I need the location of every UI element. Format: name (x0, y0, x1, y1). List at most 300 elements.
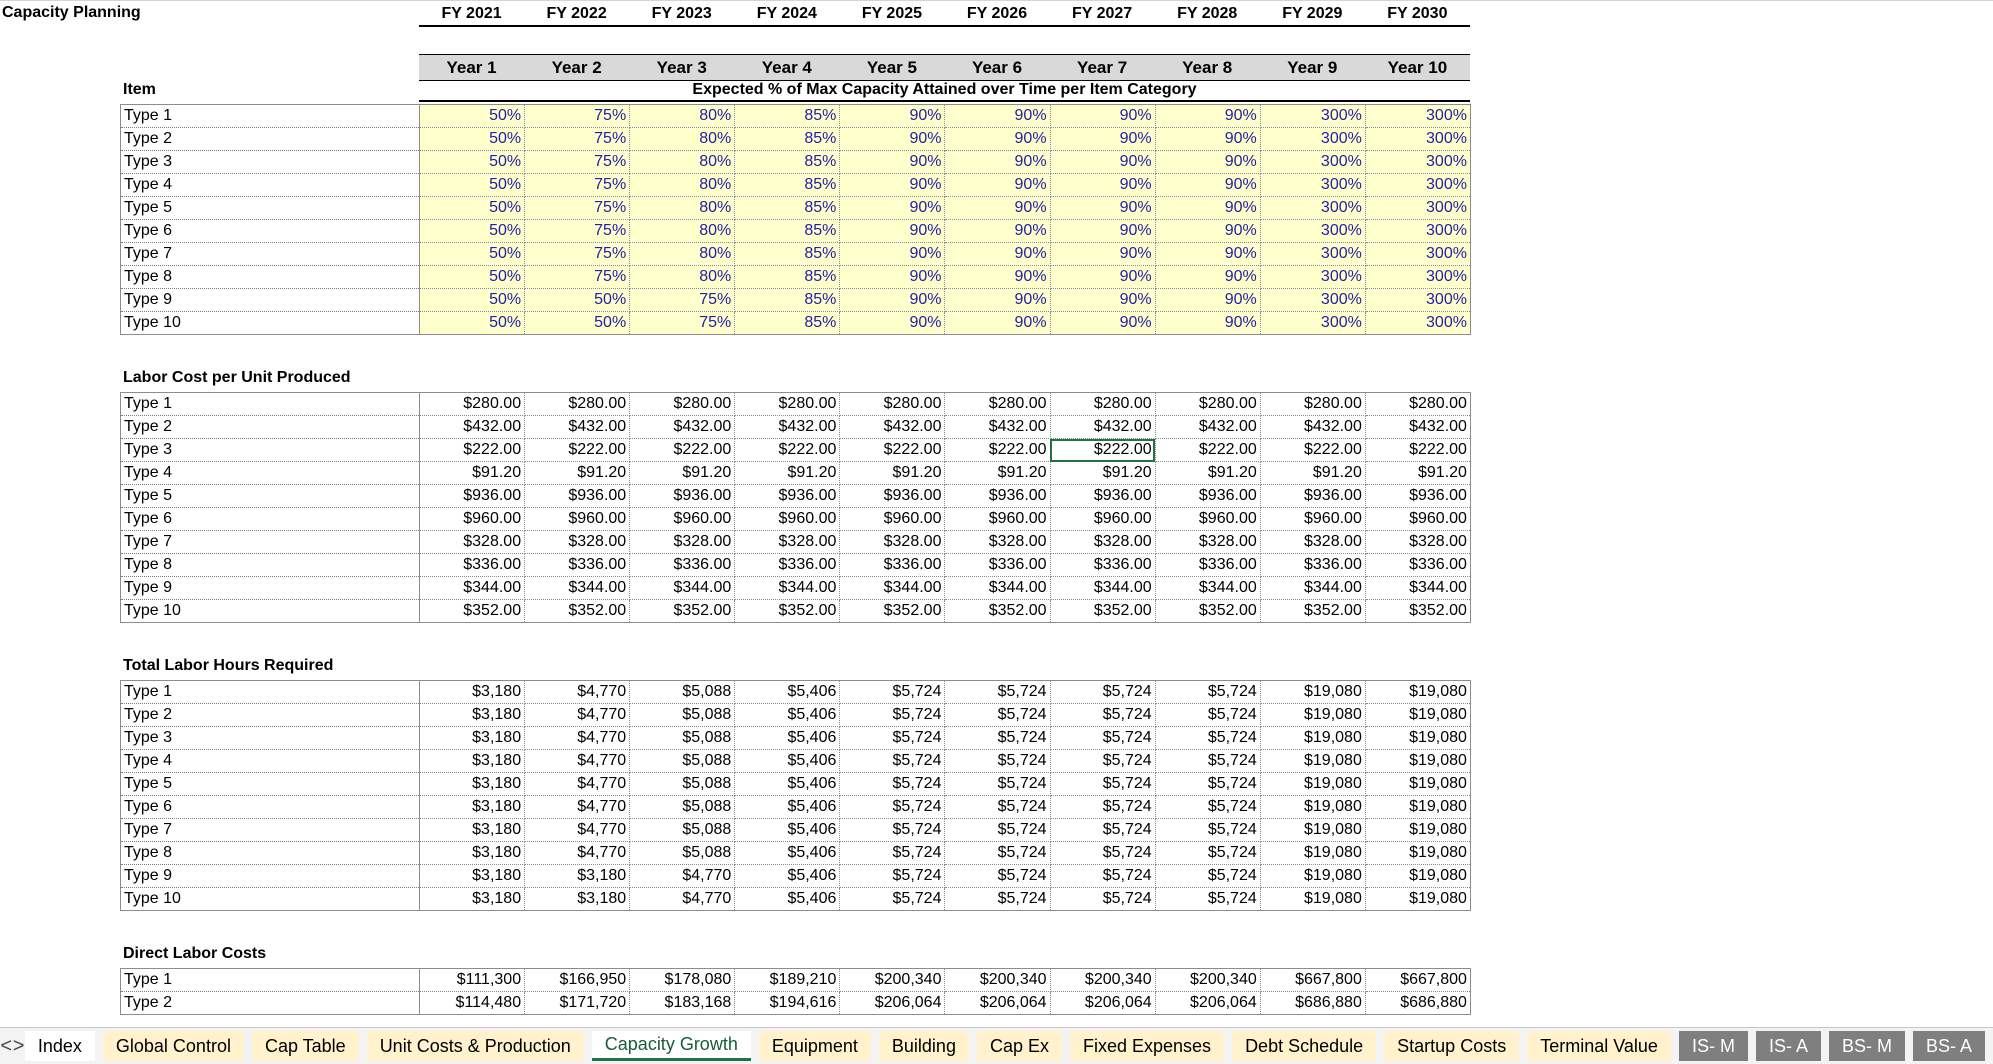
value-cell[interactable]: $5,406 (735, 888, 840, 911)
value-cell[interactable]: 80% (630, 151, 735, 174)
value-cell[interactable]: $222.00 (420, 439, 525, 462)
row-label-cell[interactable]: Type 4 (121, 750, 420, 773)
fiscal-year-header[interactable]: FY 2029 (1282, 5, 1343, 22)
value-cell[interactable]: $222.00 (525, 439, 630, 462)
value-cell[interactable]: $5,724 (1050, 773, 1155, 796)
value-cell[interactable]: 50% (420, 266, 525, 289)
value-cell[interactable]: $5,088 (630, 750, 735, 773)
value-cell[interactable]: $5,088 (630, 681, 735, 704)
value-cell[interactable]: $5,724 (1155, 842, 1260, 865)
fiscal-year-header[interactable]: FY 2024 (756, 5, 817, 22)
value-cell[interactable]: $91.20 (630, 462, 735, 485)
value-cell[interactable]: $222.00 (1260, 439, 1365, 462)
value-cell[interactable]: 85% (735, 289, 840, 312)
value-cell[interactable]: $344.00 (1050, 577, 1155, 600)
value-cell[interactable]: $5,088 (630, 819, 735, 842)
value-cell[interactable]: $5,724 (1050, 842, 1155, 865)
value-cell[interactable]: $19,080 (1365, 704, 1470, 727)
value-cell[interactable]: $328.00 (1260, 531, 1365, 554)
value-cell[interactable]: 90% (1050, 266, 1155, 289)
value-cell[interactable]: $91.20 (1260, 462, 1365, 485)
value-cell[interactable]: $432.00 (840, 416, 945, 439)
value-cell[interactable]: $4,770 (525, 796, 630, 819)
value-cell[interactable]: $328.00 (525, 531, 630, 554)
value-cell[interactable]: $5,724 (1050, 704, 1155, 727)
value-cell[interactable]: 90% (1155, 220, 1260, 243)
value-cell[interactable]: 90% (1050, 289, 1155, 312)
value-cell[interactable]: 90% (1155, 266, 1260, 289)
value-cell[interactable]: $352.00 (1050, 600, 1155, 623)
value-cell[interactable]: 90% (1050, 243, 1155, 266)
fiscal-year-header[interactable]: FY 2030 (1387, 5, 1448, 22)
value-cell[interactable]: $352.00 (630, 600, 735, 623)
row-label-cell[interactable]: Type 4 (121, 462, 420, 485)
value-cell[interactable]: 90% (1155, 243, 1260, 266)
selected-cell[interactable]: $222.00 (1050, 439, 1155, 462)
value-cell[interactable]: $5,406 (735, 865, 840, 888)
value-cell[interactable]: $960.00 (840, 508, 945, 531)
value-cell[interactable]: $4,770 (525, 704, 630, 727)
value-cell[interactable]: $5,724 (1050, 727, 1155, 750)
value-cell[interactable]: 300% (1365, 220, 1470, 243)
value-cell[interactable]: $667,800 (1260, 969, 1365, 992)
value-cell[interactable]: $19,080 (1260, 773, 1365, 796)
value-cell[interactable]: 80% (630, 197, 735, 220)
value-cell[interactable]: 75% (525, 220, 630, 243)
value-cell[interactable]: $19,080 (1260, 865, 1365, 888)
value-cell[interactable]: $960.00 (525, 508, 630, 531)
value-cell[interactable]: $5,406 (735, 704, 840, 727)
value-cell[interactable]: $352.00 (735, 600, 840, 623)
row-label-cell[interactable]: Type 6 (121, 796, 420, 819)
value-cell[interactable]: $328.00 (945, 531, 1050, 554)
value-cell[interactable]: $5,724 (840, 704, 945, 727)
value-cell[interactable]: $336.00 (630, 554, 735, 577)
value-cell[interactable]: $352.00 (1365, 600, 1470, 623)
value-cell[interactable]: $936.00 (630, 485, 735, 508)
value-cell[interactable]: $344.00 (1260, 577, 1365, 600)
value-cell[interactable]: $5,088 (630, 842, 735, 865)
value-cell[interactable]: 50% (420, 151, 525, 174)
value-cell[interactable]: $19,080 (1260, 796, 1365, 819)
value-cell[interactable]: $432.00 (1155, 416, 1260, 439)
row-label-cell[interactable]: Type 8 (121, 842, 420, 865)
value-cell[interactable]: $328.00 (735, 531, 840, 554)
fiscal-year-header[interactable]: FY 2028 (1177, 5, 1238, 22)
value-cell[interactable]: $280.00 (1050, 393, 1155, 416)
value-cell[interactable]: 90% (1155, 151, 1260, 174)
row-label-cell[interactable]: Type 9 (121, 289, 420, 312)
value-cell[interactable]: $336.00 (840, 554, 945, 577)
value-cell[interactable]: $3,180 (420, 704, 525, 727)
row-label-cell[interactable]: Type 5 (121, 485, 420, 508)
value-cell[interactable]: $19,080 (1260, 819, 1365, 842)
value-cell[interactable]: $5,724 (1050, 819, 1155, 842)
value-cell[interactable]: $4,770 (525, 819, 630, 842)
value-cell[interactable]: $91.20 (1155, 462, 1260, 485)
value-cell[interactable]: 85% (735, 105, 840, 128)
row-label-cell[interactable]: Type 3 (121, 439, 420, 462)
value-cell[interactable]: 80% (630, 220, 735, 243)
tab-sheet[interactable]: Index (25, 1031, 95, 1061)
value-cell[interactable]: 80% (630, 128, 735, 151)
value-cell[interactable]: $194,616 (735, 992, 840, 1015)
value-cell[interactable]: $5,406 (735, 681, 840, 704)
value-cell[interactable]: 90% (945, 197, 1050, 220)
value-cell[interactable]: $432.00 (420, 416, 525, 439)
value-cell[interactable]: 75% (525, 151, 630, 174)
tab-sheet[interactable]: BS- A (1913, 1031, 1985, 1061)
value-cell[interactable]: $5,724 (840, 796, 945, 819)
value-cell[interactable]: 85% (735, 243, 840, 266)
value-cell[interactable]: $19,080 (1365, 819, 1470, 842)
value-cell[interactable]: $19,080 (1365, 842, 1470, 865)
value-cell[interactable]: 300% (1260, 220, 1365, 243)
value-cell[interactable]: 300% (1260, 289, 1365, 312)
value-cell[interactable]: 90% (1050, 151, 1155, 174)
value-cell[interactable]: 300% (1365, 128, 1470, 151)
year-header[interactable]: Year 2 (551, 58, 602, 77)
value-cell[interactable]: 90% (840, 105, 945, 128)
value-cell[interactable]: $5,724 (945, 796, 1050, 819)
value-cell[interactable]: $19,080 (1260, 888, 1365, 911)
value-cell[interactable]: $19,080 (1365, 727, 1470, 750)
value-cell[interactable]: 90% (945, 128, 1050, 151)
year-header[interactable]: Year 3 (656, 58, 707, 77)
value-cell[interactable]: $3,180 (420, 865, 525, 888)
value-cell[interactable]: $5,406 (735, 796, 840, 819)
row-label-cell[interactable]: Type 9 (121, 577, 420, 600)
value-cell[interactable]: $3,180 (420, 681, 525, 704)
value-cell[interactable]: $432.00 (525, 416, 630, 439)
value-cell[interactable]: 90% (1050, 105, 1155, 128)
value-cell[interactable]: $432.00 (630, 416, 735, 439)
value-cell[interactable]: 300% (1260, 243, 1365, 266)
value-cell[interactable]: 90% (840, 220, 945, 243)
value-cell[interactable]: 50% (525, 289, 630, 312)
value-cell[interactable]: $344.00 (630, 577, 735, 600)
value-cell[interactable]: $91.20 (420, 462, 525, 485)
row-label-cell[interactable]: Type 7 (121, 243, 420, 266)
tab-scroll-right-icon[interactable]: > (12, 1034, 25, 1057)
tab-sheet[interactable]: Global Control (103, 1031, 244, 1061)
value-cell[interactable]: 90% (945, 312, 1050, 335)
value-cell[interactable]: $960.00 (630, 508, 735, 531)
value-cell[interactable]: $4,770 (525, 773, 630, 796)
value-cell[interactable]: 90% (840, 266, 945, 289)
value-cell[interactable]: $3,180 (420, 796, 525, 819)
value-cell[interactable]: $936.00 (1050, 485, 1155, 508)
value-cell[interactable]: $344.00 (840, 577, 945, 600)
value-cell[interactable]: $5,088 (630, 796, 735, 819)
value-cell[interactable]: $936.00 (840, 485, 945, 508)
value-cell[interactable]: $91.20 (945, 462, 1050, 485)
value-cell[interactable]: 90% (945, 220, 1050, 243)
value-cell[interactable]: 80% (630, 105, 735, 128)
value-cell[interactable]: $432.00 (1260, 416, 1365, 439)
value-cell[interactable]: $336.00 (1365, 554, 1470, 577)
value-cell[interactable]: $5,406 (735, 819, 840, 842)
value-cell[interactable]: 90% (1050, 312, 1155, 335)
value-cell[interactable]: 50% (420, 174, 525, 197)
value-cell[interactable]: $206,064 (840, 992, 945, 1015)
value-cell[interactable]: 50% (420, 243, 525, 266)
value-cell[interactable]: $5,724 (1155, 750, 1260, 773)
value-cell[interactable]: 85% (735, 174, 840, 197)
row-label-cell[interactable]: Type 7 (121, 531, 420, 554)
value-cell[interactable]: 50% (420, 197, 525, 220)
value-cell[interactable]: 90% (1050, 174, 1155, 197)
value-cell[interactable]: $19,080 (1260, 704, 1365, 727)
value-cell[interactable]: $3,180 (420, 727, 525, 750)
value-cell[interactable]: $336.00 (1050, 554, 1155, 577)
tab-sheet[interactable]: Terminal Value (1527, 1031, 1671, 1061)
value-cell[interactable]: 90% (1155, 105, 1260, 128)
value-cell[interactable]: $328.00 (840, 531, 945, 554)
value-cell[interactable]: $200,340 (1155, 969, 1260, 992)
labor-hours-section-title[interactable]: Total Labor Hours Required (123, 657, 334, 674)
value-cell[interactable]: 75% (525, 197, 630, 220)
row-label-cell[interactable]: Type 1 (121, 393, 420, 416)
value-cell[interactable]: $5,724 (945, 865, 1050, 888)
value-cell[interactable]: 75% (630, 289, 735, 312)
value-cell[interactable]: $336.00 (420, 554, 525, 577)
value-cell[interactable]: 75% (630, 312, 735, 335)
value-cell[interactable]: $686,880 (1365, 992, 1470, 1015)
value-cell[interactable]: 90% (840, 151, 945, 174)
value-cell[interactable]: 300% (1365, 151, 1470, 174)
value-cell[interactable]: $5,724 (1050, 796, 1155, 819)
row-label-cell[interactable]: Type 1 (121, 681, 420, 704)
year-header[interactable]: Year 10 (1387, 58, 1448, 77)
value-cell[interactable]: $960.00 (420, 508, 525, 531)
row-label-cell[interactable]: Type 8 (121, 554, 420, 577)
value-cell[interactable]: $280.00 (1155, 393, 1260, 416)
row-label-cell[interactable]: Type 6 (121, 220, 420, 243)
value-cell[interactable]: $5,724 (945, 704, 1050, 727)
tab-sheet[interactable]: Cap Table (252, 1031, 359, 1061)
value-cell[interactable]: $111,300 (420, 969, 525, 992)
value-cell[interactable]: $5,088 (630, 773, 735, 796)
value-cell[interactable]: $5,406 (735, 773, 840, 796)
value-cell[interactable]: $280.00 (840, 393, 945, 416)
tab-sheet[interactable]: BS- M (1829, 1031, 1905, 1061)
value-cell[interactable]: $5,724 (945, 842, 1050, 865)
value-cell[interactable]: $960.00 (945, 508, 1050, 531)
value-cell[interactable]: $5,724 (840, 842, 945, 865)
value-cell[interactable]: 300% (1365, 243, 1470, 266)
row-label-cell[interactable]: Type 8 (121, 266, 420, 289)
value-cell[interactable]: $222.00 (1365, 439, 1470, 462)
value-cell[interactable]: $344.00 (945, 577, 1050, 600)
value-cell[interactable]: $5,724 (840, 888, 945, 911)
value-cell[interactable]: $280.00 (945, 393, 1050, 416)
value-cell[interactable]: 85% (735, 128, 840, 151)
value-cell[interactable]: 75% (525, 105, 630, 128)
value-cell[interactable]: $222.00 (1155, 439, 1260, 462)
value-cell[interactable]: $432.00 (735, 416, 840, 439)
value-cell[interactable]: 300% (1260, 151, 1365, 174)
value-cell[interactable]: $5,724 (1155, 773, 1260, 796)
value-cell[interactable]: $19,080 (1365, 888, 1470, 911)
value-cell[interactable]: $352.00 (420, 600, 525, 623)
value-cell[interactable]: 50% (420, 105, 525, 128)
value-cell[interactable]: $328.00 (1050, 531, 1155, 554)
value-cell[interactable]: $5,406 (735, 750, 840, 773)
value-cell[interactable]: $206,064 (945, 992, 1050, 1015)
value-cell[interactable]: 90% (840, 128, 945, 151)
value-cell[interactable]: $936.00 (1155, 485, 1260, 508)
value-cell[interactable]: 300% (1260, 128, 1365, 151)
value-cell[interactable]: $5,724 (840, 819, 945, 842)
value-cell[interactable]: $5,724 (945, 773, 1050, 796)
value-cell[interactable]: $686,880 (1260, 992, 1365, 1015)
value-cell[interactable]: 90% (945, 266, 1050, 289)
value-cell[interactable]: $344.00 (420, 577, 525, 600)
tab-sheet[interactable]: Capacity Growth (592, 1031, 751, 1061)
value-cell[interactable]: $336.00 (525, 554, 630, 577)
value-cell[interactable]: $336.00 (945, 554, 1050, 577)
value-cell[interactable]: $200,340 (1050, 969, 1155, 992)
value-cell[interactable]: 85% (735, 312, 840, 335)
value-cell[interactable]: 50% (525, 312, 630, 335)
row-label-cell[interactable]: Type 10 (121, 888, 420, 911)
row-label-cell[interactable]: Type 5 (121, 773, 420, 796)
value-cell[interactable]: $189,210 (735, 969, 840, 992)
value-cell[interactable]: $5,724 (1155, 819, 1260, 842)
fiscal-year-header[interactable]: FY 2026 (966, 5, 1028, 22)
value-cell[interactable]: $960.00 (735, 508, 840, 531)
value-cell[interactable]: $19,080 (1260, 750, 1365, 773)
value-cell[interactable]: $19,080 (1365, 773, 1470, 796)
year-header[interactable]: Year 4 (761, 58, 812, 77)
value-cell[interactable]: $3,180 (420, 888, 525, 911)
value-cell[interactable]: $5,724 (1155, 704, 1260, 727)
row-label-cell[interactable]: Type 10 (121, 600, 420, 623)
value-cell[interactable]: $936.00 (945, 485, 1050, 508)
row-label-cell[interactable]: Type 2 (121, 704, 420, 727)
value-cell[interactable]: 50% (420, 220, 525, 243)
row-label-cell[interactable]: Type 3 (121, 151, 420, 174)
value-cell[interactable]: 90% (1155, 174, 1260, 197)
value-cell[interactable]: 90% (945, 151, 1050, 174)
value-cell[interactable]: $5,724 (1155, 727, 1260, 750)
value-cell[interactable]: $336.00 (1155, 554, 1260, 577)
item-column-label[interactable]: Item (123, 81, 156, 98)
value-cell[interactable]: $91.20 (525, 462, 630, 485)
value-cell[interactable]: 90% (1155, 289, 1260, 312)
value-cell[interactable]: $3,180 (420, 842, 525, 865)
value-cell[interactable]: $5,406 (735, 727, 840, 750)
value-cell[interactable]: $344.00 (525, 577, 630, 600)
value-cell[interactable]: $5,724 (1155, 681, 1260, 704)
value-cell[interactable]: 85% (735, 220, 840, 243)
value-cell[interactable]: $3,180 (525, 865, 630, 888)
value-cell[interactable]: $280.00 (1260, 393, 1365, 416)
value-cell[interactable]: $166,950 (525, 969, 630, 992)
row-label-cell[interactable]: Type 2 (121, 992, 420, 1015)
value-cell[interactable]: 300% (1365, 174, 1470, 197)
row-label-cell[interactable]: Type 4 (121, 174, 420, 197)
value-cell[interactable]: $206,064 (1050, 992, 1155, 1015)
tab-sheet[interactable]: Equipment (759, 1031, 871, 1061)
value-cell[interactable]: 300% (1365, 312, 1470, 335)
row-label-cell[interactable]: Type 3 (121, 727, 420, 750)
value-cell[interactable]: $4,770 (630, 888, 735, 911)
value-cell[interactable]: $432.00 (1365, 416, 1470, 439)
value-cell[interactable]: $280.00 (525, 393, 630, 416)
row-label-cell[interactable]: Type 1 (121, 969, 420, 992)
value-cell[interactable]: 50% (420, 128, 525, 151)
direct-labor-section-title[interactable]: Direct Labor Costs (123, 945, 267, 962)
value-cell[interactable]: $5,724 (1155, 888, 1260, 911)
value-cell[interactable]: 85% (735, 266, 840, 289)
tab-sheet[interactable]: Cap Ex (977, 1031, 1062, 1061)
value-cell[interactable]: $200,340 (840, 969, 945, 992)
value-cell[interactable]: 80% (630, 266, 735, 289)
value-cell[interactable]: 300% (1365, 105, 1470, 128)
value-cell[interactable]: $328.00 (1155, 531, 1260, 554)
value-cell[interactable]: 300% (1260, 312, 1365, 335)
value-cell[interactable]: $3,180 (420, 819, 525, 842)
row-label-cell[interactable]: Type 10 (121, 312, 420, 335)
row-label-cell[interactable]: Type 7 (121, 819, 420, 842)
year-header[interactable]: Year 5 (866, 58, 917, 77)
value-cell[interactable]: $222.00 (735, 439, 840, 462)
value-cell[interactable]: $3,180 (525, 888, 630, 911)
value-cell[interactable]: 85% (735, 197, 840, 220)
row-label-cell[interactable]: Type 1 (121, 105, 420, 128)
value-cell[interactable]: 90% (840, 174, 945, 197)
value-cell[interactable]: 75% (525, 266, 630, 289)
value-cell[interactable]: $19,080 (1365, 750, 1470, 773)
tab-scroll-left-icon[interactable]: < (0, 1034, 13, 1057)
year-header[interactable]: Year 8 (1182, 58, 1233, 77)
value-cell[interactable]: $936.00 (1365, 485, 1470, 508)
value-cell[interactable]: $960.00 (1365, 508, 1470, 531)
value-cell[interactable]: $960.00 (1155, 508, 1260, 531)
value-cell[interactable]: $4,770 (630, 865, 735, 888)
value-cell[interactable]: 90% (945, 174, 1050, 197)
value-cell[interactable]: $4,770 (525, 727, 630, 750)
value-cell[interactable]: $328.00 (630, 531, 735, 554)
value-cell[interactable]: $5,724 (840, 727, 945, 750)
value-cell[interactable]: 300% (1365, 289, 1470, 312)
labor-cost-section-title[interactable]: Labor Cost per Unit Produced (123, 369, 351, 386)
value-cell[interactable]: $19,080 (1365, 681, 1470, 704)
row-label-cell[interactable]: Type 9 (121, 865, 420, 888)
value-cell[interactable]: $328.00 (1365, 531, 1470, 554)
value-cell[interactable]: $344.00 (735, 577, 840, 600)
value-cell[interactable]: 300% (1365, 197, 1470, 220)
value-cell[interactable]: $3,180 (420, 750, 525, 773)
row-label-cell[interactable]: Type 5 (121, 197, 420, 220)
value-cell[interactable]: $280.00 (1365, 393, 1470, 416)
value-cell[interactable]: $91.20 (735, 462, 840, 485)
value-cell[interactable]: $328.00 (420, 531, 525, 554)
value-cell[interactable]: 300% (1260, 174, 1365, 197)
value-cell[interactable]: 300% (1260, 266, 1365, 289)
year-header[interactable]: Year 7 (1077, 58, 1128, 77)
value-cell[interactable]: $936.00 (735, 485, 840, 508)
tab-sheet[interactable]: IS- M (1679, 1031, 1748, 1061)
value-cell[interactable]: $936.00 (420, 485, 525, 508)
value-cell[interactable]: $5,724 (945, 819, 1050, 842)
value-cell[interactable]: $5,724 (945, 727, 1050, 750)
row-label-cell[interactable]: Type 2 (121, 416, 420, 439)
value-cell[interactable]: $222.00 (630, 439, 735, 462)
value-cell[interactable]: 50% (420, 312, 525, 335)
